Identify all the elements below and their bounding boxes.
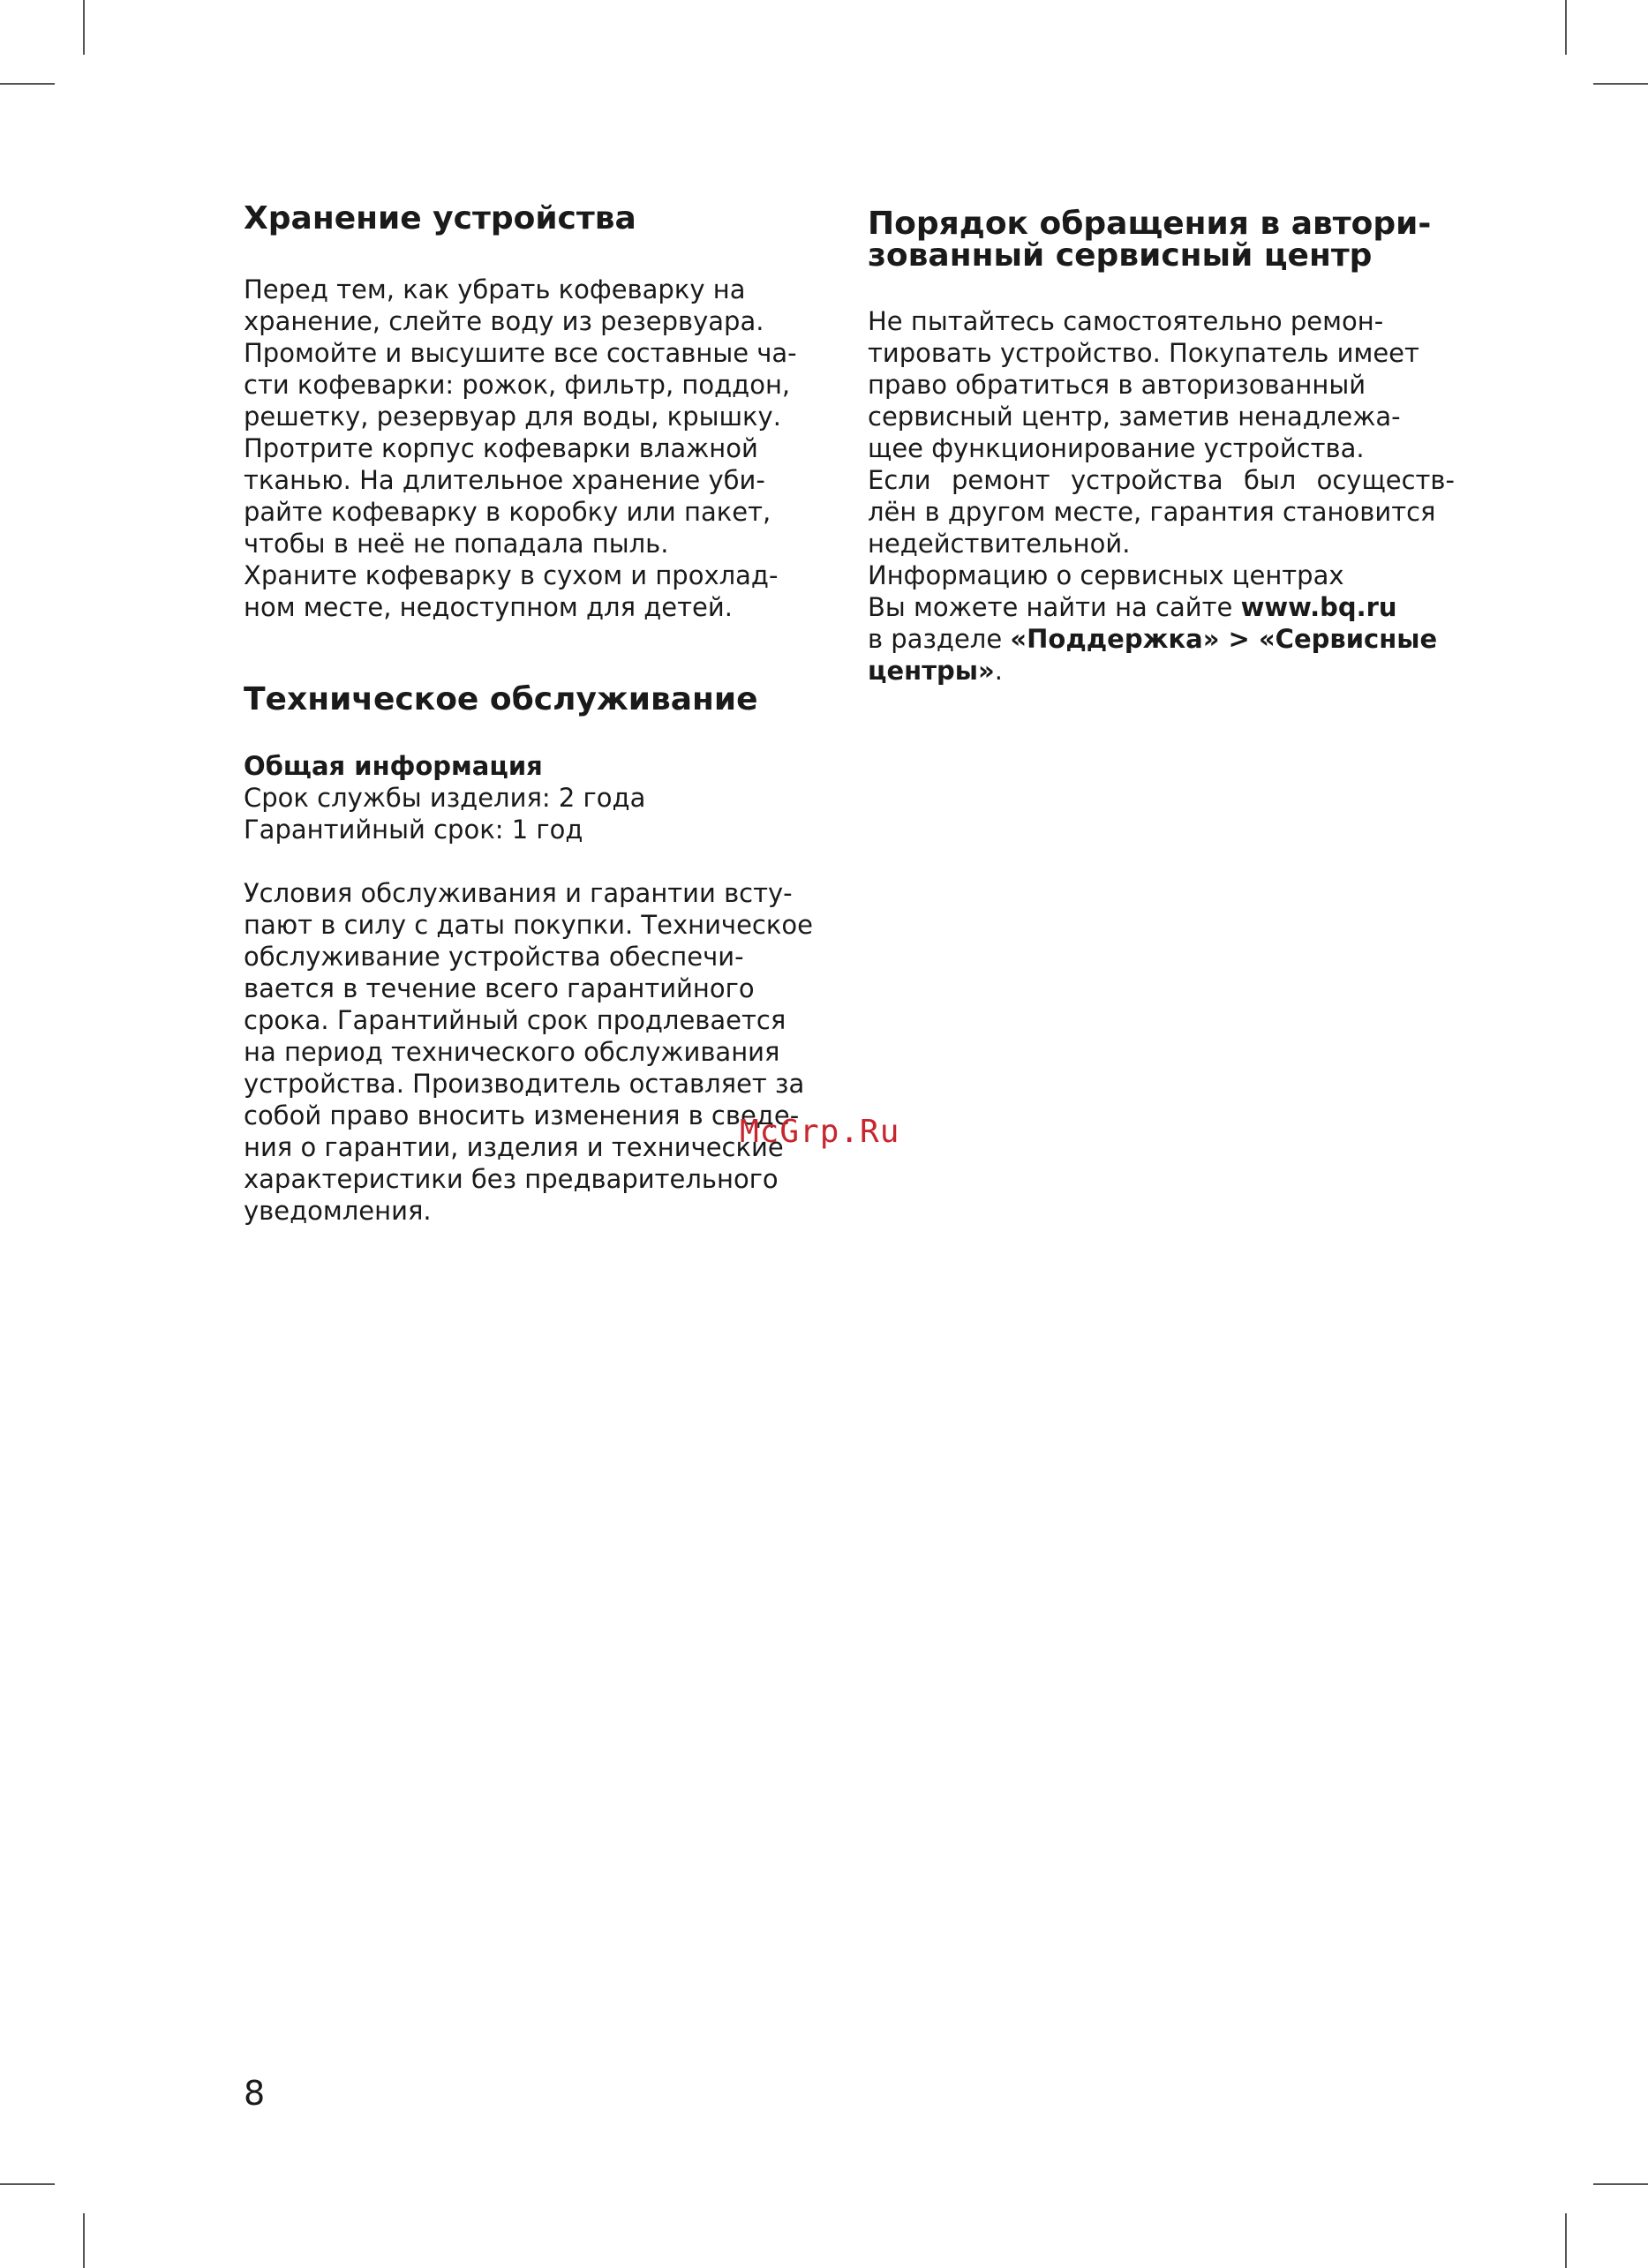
storage-line: Перед тем, как убрать кофеварку на bbox=[244, 274, 746, 304]
warranty-text: Гарантийный срок: 1 год bbox=[244, 815, 583, 845]
crop-mark bbox=[1565, 0, 1567, 55]
service-heading-line-2: зованный сервисный центр bbox=[868, 237, 1373, 274]
maintenance-line: Условия обслуживания и гарантии всту- bbox=[244, 878, 793, 908]
service-line: право обратиться в авторизованный bbox=[868, 370, 1366, 400]
crop-mark bbox=[83, 0, 85, 55]
maintenance-heading: Техническое обслуживание bbox=[244, 681, 758, 717]
storage-line: решетку, резервуар для воды, крышку. bbox=[244, 402, 781, 432]
crop-mark bbox=[0, 83, 55, 85]
maintenance-line: срока. Гарантийный срок продлевается bbox=[244, 1005, 786, 1035]
storage-line: тканью. На длительное хранение уби- bbox=[244, 465, 765, 495]
maintenance-line: пают в силу с даты покупки. Техническое bbox=[244, 910, 813, 940]
page-number: 8 bbox=[244, 2074, 266, 2113]
storage-paragraph bbox=[244, 274, 797, 623]
storage-line: ном месте, недоступном для детей. bbox=[244, 592, 733, 622]
maintenance-line: ния о гарантии, изделия и технические bbox=[244, 1132, 784, 1162]
storage-line: хранение, слейте воду из резервуара. bbox=[244, 306, 764, 336]
service-line: Информацию о сервисных центрах bbox=[868, 560, 1344, 590]
crop-mark bbox=[1593, 83, 1648, 85]
service-line: лён в другом месте, гарантия становится bbox=[868, 497, 1436, 527]
section-line bbox=[868, 655, 1455, 687]
service-line: щее функционирование устройства. bbox=[868, 433, 1365, 463]
crop-mark bbox=[83, 2213, 85, 2268]
service-heading-line-1: Порядок обращения в автори- bbox=[868, 206, 1432, 242]
crop-mark bbox=[0, 2183, 55, 2185]
support-section-name-end: центры» bbox=[868, 656, 995, 686]
watermark-text: McGrp.Ru bbox=[740, 1114, 900, 1150]
support-section-name: «Поддержка» > «Сервисные bbox=[1010, 624, 1438, 654]
section-line bbox=[868, 623, 1455, 655]
general-info-heading: Общая информация bbox=[244, 751, 543, 781]
service-line: сервисный центр, заметив ненадлежа- bbox=[868, 402, 1401, 432]
service-paragraph bbox=[868, 305, 1455, 687]
storage-line: Храните кофеварку в сухом и прохлад- bbox=[244, 560, 779, 590]
storage-heading: Хранение устройства bbox=[244, 200, 636, 237]
storage-line: чтобы в неё не попадала пыль. bbox=[244, 529, 669, 559]
crop-mark bbox=[1593, 2183, 1648, 2185]
storage-line: Протрите корпус кофеварки влажной bbox=[244, 433, 758, 463]
service-line: тировать устройство. Покупатель имеет bbox=[868, 338, 1419, 368]
maintenance-line: вается в течение всего гарантийного bbox=[244, 973, 755, 1003]
maintenance-line: уведомления. bbox=[244, 1196, 432, 1226]
crop-mark bbox=[1565, 2213, 1567, 2268]
general-info-block bbox=[244, 750, 645, 845]
maintenance-line: на период технического обслуживания bbox=[244, 1037, 780, 1067]
section-prefix: в разделе bbox=[868, 624, 1011, 654]
website-line bbox=[868, 591, 1455, 623]
maintenance-line: устройства. Производитель оставляет за bbox=[244, 1069, 805, 1099]
website-link[interactable]: www.bq.ru bbox=[1240, 592, 1397, 622]
maintenance-line: собой право вносить изменения в сведе- bbox=[244, 1100, 800, 1130]
storage-line: сти кофеварки: рожок, фильтр, поддон, bbox=[244, 370, 791, 400]
service-line: Не пытайтесь самостоятельно ремон- bbox=[868, 306, 1384, 336]
maintenance-paragraph bbox=[244, 877, 813, 1227]
website-prefix: Вы можете найти на сайте bbox=[868, 592, 1241, 622]
service-line: недействительной. bbox=[868, 529, 1131, 559]
service-life-text: Срок службы изделия: 2 года bbox=[244, 783, 646, 813]
service-line: Если ремонт устройства был осуществ- bbox=[868, 465, 1455, 495]
maintenance-line: обслуживание устройства обеспечи- bbox=[244, 942, 744, 972]
storage-line: Промойте и высушите все составные ча- bbox=[244, 338, 797, 368]
section-suffix: . bbox=[994, 656, 1003, 686]
maintenance-line: характеристики без предварительного bbox=[244, 1164, 779, 1194]
storage-line: райте кофеварку в коробку или пакет, bbox=[244, 497, 771, 527]
